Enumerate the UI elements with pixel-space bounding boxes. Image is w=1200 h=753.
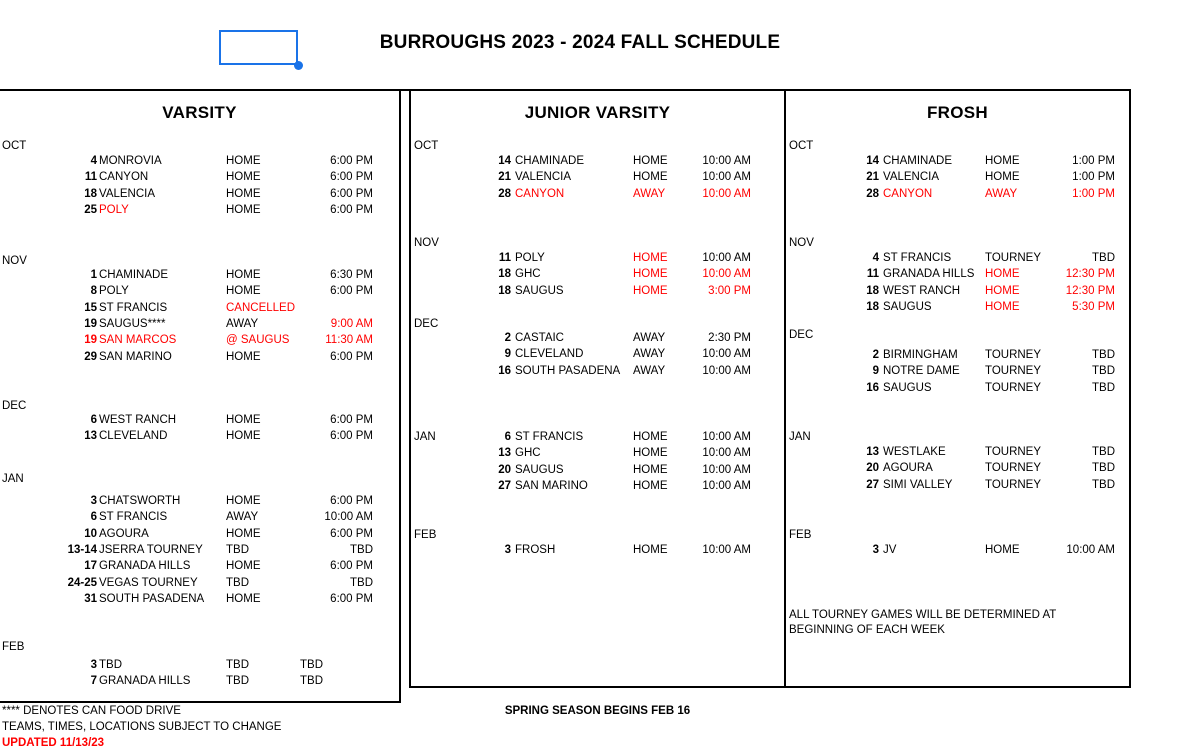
month-label: OCT [2, 140, 27, 152]
game-location: HOME [226, 527, 261, 540]
game-opponent: GHC [515, 447, 541, 460]
game-location: HOME [633, 544, 668, 556]
game-location: CANCELLED [226, 301, 296, 314]
game-time: TBD [300, 659, 323, 671]
game-date: 18 [498, 268, 511, 281]
game-time: 6:00 PM [330, 171, 373, 184]
game-time: 6:00 PM [330, 414, 373, 426]
month-label: JAN [789, 431, 811, 443]
game-time: 1:00 PM [1072, 171, 1115, 184]
game-date: 6 [90, 414, 97, 426]
game-opponent: CANYON [515, 187, 565, 200]
game-opponent: GHC [515, 268, 541, 281]
game-opponent: SOUTH PASADENA [99, 592, 205, 605]
month-label: NOV [2, 255, 27, 267]
month-label: DEC [789, 329, 814, 341]
game-row [786, 446, 1129, 462]
game-opponent: TBD [99, 659, 122, 671]
game-row [0, 269, 399, 285]
game-date: 11 [84, 171, 97, 184]
month-label: FEB [2, 641, 25, 653]
game-row [786, 155, 1129, 171]
game-time: 11:30 AM [325, 334, 373, 347]
column-frosh [786, 89, 1131, 688]
game-date: 31 [84, 592, 97, 605]
game-time: TBD [1092, 462, 1115, 475]
game-date: 16 [866, 381, 879, 394]
game-time: 10:00 AM [702, 348, 751, 361]
game-opponent: SOUTH PASADENA [515, 364, 621, 377]
game-location: HOME [226, 430, 261, 443]
game-location: HOME [633, 463, 668, 476]
game-time: 6:00 PM [330, 592, 373, 605]
game-row [786, 349, 1129, 365]
game-date: 28 [498, 187, 511, 200]
game-date: 1 [90, 269, 97, 281]
game-location: AWAY [226, 511, 259, 524]
game-time: 6:00 PM [330, 527, 373, 540]
game-row [0, 430, 399, 446]
game-time: TBD [350, 543, 373, 556]
game-date: 18 [498, 284, 511, 297]
game-date: 13 [498, 447, 511, 460]
game-time: 10:00 AM [702, 155, 751, 167]
game-time: 10:00 AM [702, 268, 751, 281]
game-time: 12:30 PM [1065, 284, 1115, 297]
game-location: HOME [985, 171, 1020, 184]
game-opponent: SIMI VALLEY [883, 478, 953, 491]
game-time: 9:00 AM [330, 317, 373, 330]
game-opponent: WEST RANCH [99, 414, 177, 426]
month-label: DEC [414, 318, 439, 330]
game-date: 25 [84, 203, 97, 216]
game-opponent: CANYON [99, 171, 149, 184]
game-opponent: SAUGUS [883, 381, 932, 394]
game-row [0, 659, 399, 675]
game-opponent: VEGAS TOURNEY [99, 576, 198, 589]
game-location: HOME [226, 155, 261, 167]
game-date: 14 [866, 155, 879, 167]
game-time: 10:00 AM [702, 171, 751, 184]
game-time: 2:30 PM [708, 332, 751, 344]
game-row [786, 462, 1129, 478]
game-location: HOME [633, 268, 668, 281]
game-location: HOME [633, 431, 668, 443]
game-opponent: AGOURA [99, 527, 149, 540]
game-row [0, 285, 399, 301]
game-opponent: JSERRA TOURNEY [99, 543, 203, 556]
game-time: 10:00 AM [702, 479, 751, 492]
game-row [0, 414, 399, 430]
game-location: HOME [226, 560, 261, 573]
game-row [786, 365, 1129, 381]
game-row [411, 155, 784, 171]
game-location: @ SAUGUS [226, 334, 290, 347]
game-location: HOME [633, 479, 668, 492]
game-row [0, 495, 399, 511]
column-varsity [0, 89, 401, 703]
game-date: 21 [866, 171, 879, 184]
column-header-frosh: FROSH [927, 103, 988, 122]
game-row [411, 188, 784, 204]
game-location: HOME [985, 544, 1020, 556]
game-date: 9 [872, 365, 879, 378]
game-opponent: VALENCIA [515, 171, 572, 184]
game-opponent: ST FRANCIS [99, 511, 168, 524]
game-location: HOME [633, 155, 668, 167]
game-row [786, 268, 1129, 284]
page-title: BURROUGHS 2023 - 2024 FALL SCHEDULE [379, 32, 781, 53]
game-time: TBD [1092, 252, 1115, 264]
footer-note-subject-to-change: TEAMS, TIMES, LOCATIONS SUBJECT TO CHANGE [2, 721, 282, 733]
game-date: 17 [84, 560, 97, 573]
game-date: 29 [84, 350, 97, 363]
month-label: OCT [414, 140, 439, 152]
game-row [411, 268, 784, 284]
game-date: 18 [84, 187, 97, 200]
game-row [786, 188, 1129, 204]
game-time: 1:00 PM [1072, 155, 1115, 167]
game-opponent: CANYON [883, 187, 933, 200]
game-opponent: CASTAIC [515, 332, 564, 344]
game-opponent: WEST RANCH [883, 284, 961, 297]
game-time: 10:00 AM [702, 252, 751, 264]
game-opponent: CHAMINADE [515, 155, 585, 167]
month-label: JAN [414, 431, 436, 443]
game-row [0, 302, 399, 318]
game-opponent: ST FRANCIS [99, 301, 168, 314]
game-row [411, 447, 784, 463]
image-placeholder[interactable] [219, 30, 298, 65]
game-row [786, 382, 1129, 398]
game-date: 18 [866, 300, 879, 313]
game-opponent: SAUGUS [515, 463, 564, 476]
game-date: 18 [866, 284, 879, 297]
game-location: TOURNEY [985, 349, 1042, 361]
month-label: FEB [789, 529, 812, 541]
game-date: 3 [90, 659, 97, 671]
game-opponent: POLY [99, 285, 129, 298]
game-location: HOME [633, 447, 668, 460]
game-time: 10:00 AM [1066, 544, 1115, 556]
game-opponent: CHATSWORTH [99, 495, 181, 507]
game-location: TOURNEY [985, 381, 1042, 394]
game-date: 20 [498, 463, 511, 476]
game-time: 10:00 AM [702, 544, 751, 556]
game-row [0, 204, 399, 220]
game-location: HOME [226, 187, 261, 200]
game-location: HOME [226, 269, 261, 281]
game-location: HOME [985, 268, 1020, 281]
game-opponent: SAUGUS [883, 300, 932, 313]
game-opponent: JV [883, 544, 897, 556]
game-location: TOURNEY [985, 365, 1042, 378]
game-time: 10:00 AM [702, 447, 751, 460]
month-label: JAN [2, 473, 24, 485]
game-time: 10:00 AM [702, 463, 751, 476]
month-label: DEC [2, 400, 27, 412]
game-row [0, 675, 399, 691]
game-date: 8 [90, 285, 97, 298]
game-date: 9 [504, 348, 511, 361]
game-location: AWAY [633, 187, 666, 200]
game-location: TOURNEY [985, 252, 1042, 264]
game-time: TBD [1092, 365, 1115, 378]
game-time: 3:00 PM [708, 284, 751, 297]
game-location: HOME [226, 414, 261, 426]
game-time: 6:00 PM [330, 430, 373, 443]
game-date: 13 [866, 446, 879, 458]
game-time: 1:00 PM [1072, 187, 1115, 200]
game-time: 6:00 PM [330, 203, 373, 216]
game-opponent: SAUGUS**** [99, 317, 166, 330]
game-row [411, 285, 784, 301]
game-location: TOURNEY [985, 462, 1042, 475]
game-location: HOME [633, 171, 668, 184]
game-date: 14 [498, 155, 511, 167]
game-opponent: VALENCIA [99, 187, 156, 200]
game-time: 5:30 PM [1072, 300, 1115, 313]
game-time: 6:00 PM [330, 350, 373, 363]
game-location: HOME [633, 252, 668, 264]
game-date: 3 [504, 544, 511, 556]
game-row [0, 155, 399, 171]
game-row [411, 252, 784, 268]
game-opponent: ST FRANCIS [515, 431, 584, 443]
game-date: 2 [872, 349, 879, 361]
game-opponent: POLY [515, 252, 545, 264]
game-date: 4 [90, 155, 97, 167]
game-date: 11 [866, 268, 879, 281]
game-location: HOME [226, 171, 261, 184]
game-location: AWAY [633, 332, 666, 344]
game-location: AWAY [633, 348, 666, 361]
game-location: HOME [226, 203, 261, 216]
footer-note-food-drive: **** DENOTES CAN FOOD DRIVE [2, 705, 181, 717]
game-row [411, 365, 784, 381]
game-location: TBD [226, 659, 249, 671]
game-location: HOME [985, 300, 1020, 313]
game-row [0, 511, 399, 527]
game-opponent: SAUGUS [515, 284, 564, 297]
game-date: 24-25 [67, 576, 97, 589]
game-location: HOME [633, 284, 668, 297]
schedule-varsity [0, 89, 399, 701]
game-date: 15 [84, 301, 97, 314]
game-opponent: FROSH [515, 544, 556, 556]
game-date: 20 [866, 462, 879, 475]
game-time: 6:00 PM [330, 187, 373, 200]
game-opponent: GRANADA HILLS [883, 268, 975, 281]
game-time: 6:30 PM [330, 269, 373, 281]
game-time: 6:00 PM [330, 285, 373, 298]
game-date: 10 [84, 527, 97, 540]
game-location: HOME [226, 592, 261, 605]
game-time: TBD [1092, 349, 1115, 361]
game-date: 19 [84, 317, 97, 330]
game-opponent: WESTLAKE [883, 446, 946, 458]
game-row [411, 171, 784, 187]
game-row [786, 544, 1129, 560]
game-date: 6 [504, 431, 511, 443]
game-opponent: CLEVELAND [99, 430, 168, 443]
column-junior-varsity [409, 89, 786, 688]
game-time: 10:00 AM [702, 364, 751, 377]
game-location: AWAY [633, 364, 666, 377]
game-row [411, 480, 784, 496]
game-time: 6:00 PM [330, 155, 373, 167]
game-location: HOME [985, 284, 1020, 297]
game-row [0, 544, 399, 560]
game-time: TBD [300, 675, 323, 688]
month-label: OCT [789, 140, 814, 152]
game-row [411, 464, 784, 480]
game-time: 10:00 AM [702, 431, 751, 443]
month-label: NOV [414, 237, 439, 249]
game-location: TBD [226, 576, 249, 589]
game-row [411, 348, 784, 364]
game-row [411, 544, 784, 560]
game-row [0, 351, 399, 367]
game-row [411, 332, 784, 348]
game-time: TBD [1092, 381, 1115, 394]
game-location: TOURNEY [985, 478, 1042, 491]
game-date: 21 [498, 171, 511, 184]
game-row [786, 479, 1129, 495]
game-date: 2 [504, 332, 511, 344]
column-header-junior-varsity: JUNIOR VARSITY [524, 103, 671, 122]
game-opponent: CLEVELAND [515, 348, 584, 361]
column-note: ALL TOURNEY GAMES WILL BE DETERMINED AT BEGINNING OF EACH WEEK [789, 609, 1057, 636]
game-time: 12:30 PM [1065, 268, 1115, 281]
game-date: 28 [866, 187, 879, 200]
game-time: 6:00 PM [330, 495, 373, 507]
game-time: 6:00 PM [330, 560, 373, 573]
game-date: 13-14 [67, 543, 97, 556]
game-date: 6 [90, 511, 97, 524]
game-row [0, 560, 399, 576]
game-location: HOME [226, 285, 261, 298]
game-opponent: NOTRE DAME [883, 365, 960, 378]
game-location: AWAY [985, 187, 1018, 200]
footer-note-updated: UPDATED 11/13/23 [2, 737, 105, 749]
game-time: TBD [1092, 446, 1115, 458]
game-date: 19 [84, 334, 97, 347]
game-date: 16 [498, 364, 511, 377]
game-opponent: SAN MARINO [99, 350, 172, 363]
game-date: 11 [498, 252, 511, 264]
game-date: 27 [866, 478, 879, 491]
month-label: FEB [414, 529, 437, 541]
game-opponent: MONROVIA [99, 155, 162, 167]
game-date: 4 [872, 252, 879, 264]
game-opponent: SAN MARCOS [99, 334, 177, 347]
game-location: TBD [226, 543, 249, 556]
game-row [0, 528, 399, 544]
game-row [0, 318, 399, 334]
game-location: HOME [226, 495, 261, 507]
game-time: TBD [1092, 478, 1115, 491]
game-time: 10:00 AM [324, 511, 373, 524]
game-opponent: AGOURA [883, 462, 933, 475]
game-opponent: BIRMINGHAM [883, 349, 958, 361]
game-row [0, 593, 399, 609]
game-opponent: GRANADA HILLS [99, 560, 191, 573]
game-date: 3 [90, 495, 97, 507]
month-label: NOV [789, 237, 814, 249]
game-row [786, 285, 1129, 301]
game-opponent: GRANADA HILLS [99, 675, 191, 688]
game-row [0, 334, 399, 350]
schedule-frosh [786, 89, 1129, 686]
game-row [786, 301, 1129, 317]
game-location: TBD [226, 675, 249, 688]
game-row [411, 431, 784, 447]
game-date: 7 [90, 675, 97, 688]
game-opponent: POLY [99, 203, 129, 216]
game-opponent: SAN MARINO [515, 479, 588, 492]
game-location: AWAY [226, 317, 259, 330]
game-opponent: VALENCIA [883, 171, 940, 184]
game-time: TBD [350, 576, 373, 589]
game-row [0, 171, 399, 187]
game-opponent: ST FRANCIS [883, 252, 952, 264]
game-date: 27 [498, 479, 511, 492]
game-time: 10:00 AM [702, 187, 751, 200]
game-location: TOURNEY [985, 446, 1042, 458]
game-row [0, 188, 399, 204]
image-resize-handle[interactable] [294, 61, 303, 70]
game-location: HOME [226, 350, 261, 363]
schedule-junior-varsity [411, 89, 784, 686]
game-date: 13 [84, 430, 97, 443]
game-row [0, 577, 399, 593]
game-date: 3 [872, 544, 879, 556]
footer-note-spring-season: SPRING SEASON BEGINS FEB 16 [504, 705, 691, 717]
game-opponent: CHAMINADE [99, 269, 169, 281]
game-opponent: CHAMINADE [883, 155, 953, 167]
game-row [786, 252, 1129, 268]
column-header-varsity: VARSITY [162, 103, 237, 122]
game-row [786, 171, 1129, 187]
game-location: HOME [985, 155, 1020, 167]
